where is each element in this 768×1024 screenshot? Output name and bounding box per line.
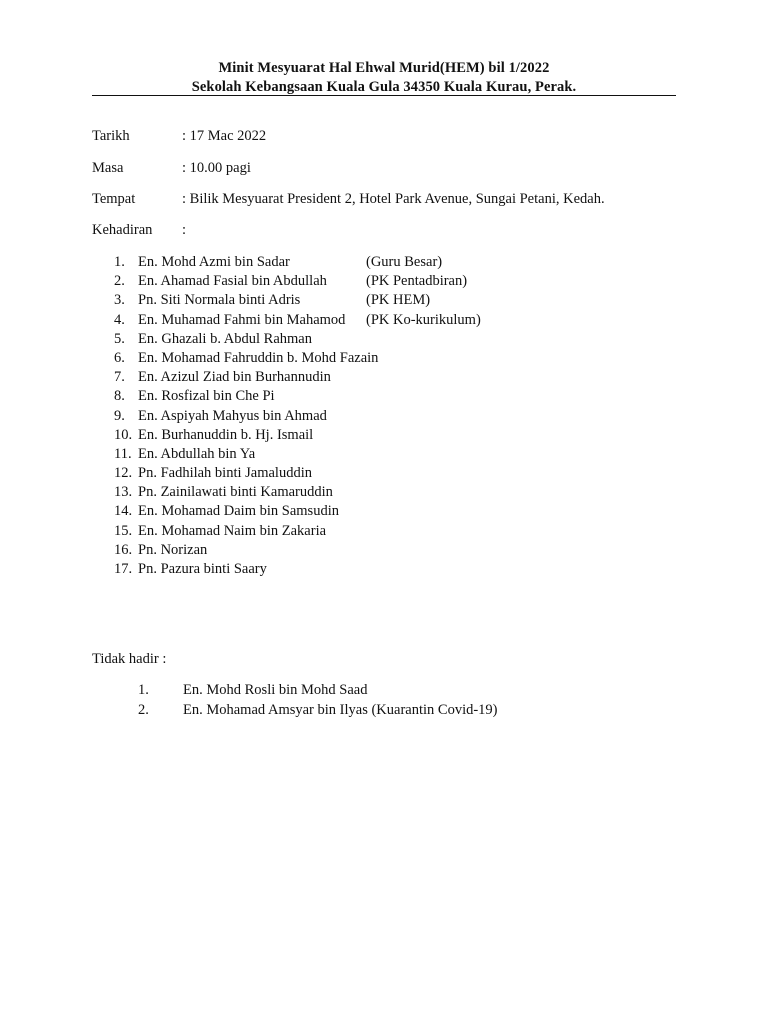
tempat-label: Tempat (92, 191, 136, 207)
attendance-number: 7. (114, 369, 125, 386)
masa-value: : 10.00 pagi (182, 160, 251, 176)
attendance-name: Pn. Norizan (138, 541, 208, 558)
attendance-name: En. Mohamad Fahruddin b. Mohd Fazain (138, 349, 379, 366)
attendance-role: (PK Pentadbiran) (366, 273, 468, 290)
attendance-name: En. Rosfizal bin Che Pi (138, 388, 275, 405)
attendance-number: 5. (114, 330, 125, 347)
attendance-name: En. Abdullah bin Ya (138, 445, 256, 462)
attendance-name: En. Burhanuddin b. Hj. Ismail (138, 426, 314, 443)
tarikh-value: : 17 Mac 2022 (182, 128, 267, 144)
attendance-name: En. Aspiyah Mahyus bin Ahmad (138, 407, 327, 424)
attendance-number: 6. (114, 349, 125, 366)
attendance-number: 8. (114, 388, 125, 405)
attendance-number: 4. (114, 311, 125, 328)
attendance-name: En. Ahamad Fasial bin Abdullah (138, 273, 327, 290)
attendance-number: 16. (114, 541, 133, 558)
attendance-number: 12. (114, 465, 133, 482)
document-title (92, 59, 676, 97)
attendance-number: 13. (114, 484, 133, 501)
attendance-number: 9. (114, 407, 125, 424)
title-line-1: Minit Mesyuarat Hal Ehwal Murid(HEM) bil 1/2022 (218, 60, 550, 76)
tempat-row (92, 190, 605, 208)
kehadiran-row (92, 221, 186, 239)
tempat-value: : Bilik Mesyuarat President 2, Hotel Park Avenue, Sungai Petani, Kedah. (182, 191, 605, 207)
attendance-name: Pn. Fadhilah binti Jamaluddin (138, 465, 312, 482)
masa-row (92, 159, 251, 177)
attendance-name: Pn. Zainilawati binti Kamaruddin (138, 484, 333, 501)
kehadiran-label: Kehadiran (92, 222, 153, 238)
kehadiran-value: : (182, 222, 187, 238)
attendance-role: (PK HEM) (366, 292, 431, 309)
absent-number: 1. (138, 682, 149, 698)
attendance-number: 11. (114, 445, 132, 462)
absent-name: En. Mohd Rosli bin Mohd Saad (183, 682, 368, 698)
absent-name: En. Mohamad Amsyar bin Ilyas (Kuarantin Covid-19) (183, 701, 498, 718)
attendance-name: En. Mohamad Daim bin Samsudin (138, 503, 339, 520)
title-underline (92, 95, 676, 96)
attendance-name: Pn. Siti Normala binti Adris (138, 292, 301, 309)
attendance-number: 1. (114, 254, 125, 270)
attendance-name: En. Ghazali b. Abdul Rahman (138, 330, 312, 347)
attendance-name: En. Muhamad Fahmi bin Mahamod (138, 311, 346, 328)
masa-label: Masa (92, 160, 124, 176)
title-line-2: Sekolah Kebangsaan Kuala Gula 34350 Kuala Kurau, Perak. (191, 79, 577, 95)
attendance-name: En. Mohd Azmi bin Sadar (138, 254, 290, 270)
attendance-number: 2. (114, 273, 125, 290)
absent-number: 2. (138, 701, 149, 718)
tarikh-label: Tarikh (92, 128, 130, 144)
tarikh-row (92, 127, 266, 145)
attendance-name: En. Mohamad Naim bin Zakaria (138, 522, 327, 539)
attendance-number: 17. (114, 561, 133, 577)
attendance-name: Pn. Pazura binti Saary (138, 561, 267, 577)
attendance-number: 3. (114, 292, 125, 309)
attendance-role: (PK Ko-kurikulum) (366, 311, 481, 328)
attendance-name: En. Azizul Ziad bin Burhannudin (138, 369, 331, 386)
attendance-role: (Guru Besar) (366, 254, 443, 270)
absent-label: Tidak hadir : (92, 651, 167, 667)
attendance-number: 14. (114, 503, 133, 520)
attendance-number: 15. (114, 522, 133, 539)
attendance-number: 10. (114, 426, 133, 443)
